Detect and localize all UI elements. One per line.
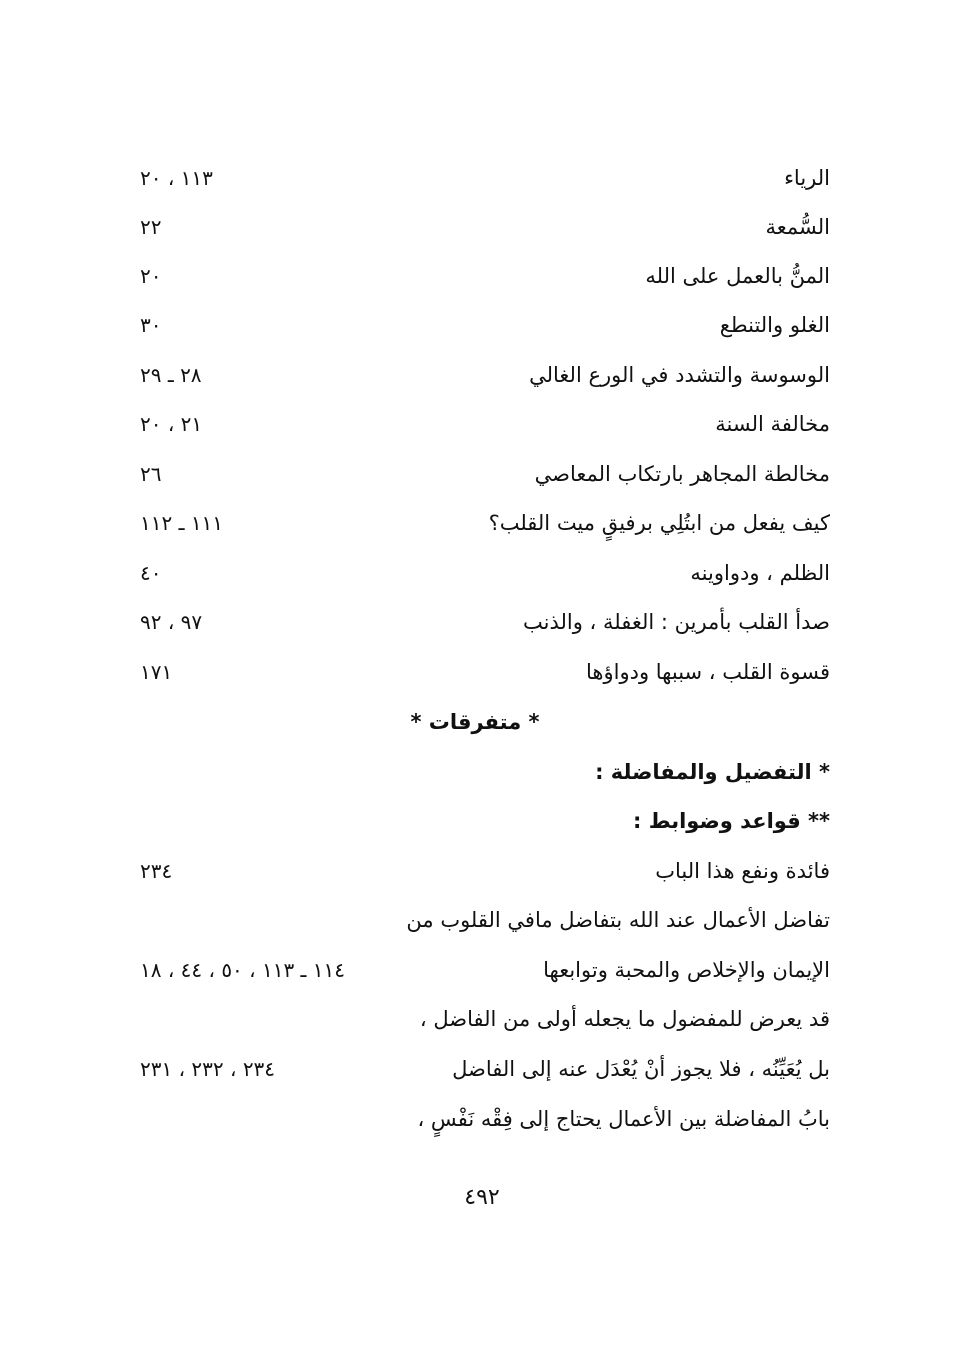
index-entry bbox=[120, 553, 830, 593]
entry-topic: كيف يفعل من ابتُلِي برفيقٍ ميت القلب؟ bbox=[488, 511, 830, 535]
section-heading: * متفرقات * bbox=[410, 710, 540, 734]
entry-topic: صدأ القلب بأمرين : الغفلة ، والذنب bbox=[523, 610, 830, 634]
entry-pages: ٤٠ bbox=[140, 561, 162, 585]
entry-pages: ٢٠ bbox=[140, 264, 162, 288]
entry-pages: ١١٣ ، ٢٠ bbox=[140, 166, 213, 190]
entry-pages: ١١١ ـ ١١٢ bbox=[140, 511, 224, 535]
entry-topic: الرياء bbox=[784, 166, 830, 190]
entry-topic: بل يُعَيِّنُه ، فلا يجوز أنْ يُعْدَل عنه إلى الفاضل bbox=[452, 1057, 830, 1081]
entry-pages: ٢٢ bbox=[140, 215, 162, 239]
entry-topic: بابُ المفاضلة بين الأعمال يحتاج إلى فِقْه نَفْسٍ ، bbox=[417, 1107, 830, 1131]
page-number: ٤٩٢ bbox=[464, 1185, 500, 1210]
subheading-preference: * التفضيل والمفاضلة : bbox=[595, 760, 830, 784]
subheading-rules: ** قواعد وضوابط : bbox=[633, 809, 830, 833]
index-entry bbox=[120, 950, 830, 990]
entry-pages: ٢٣٤ bbox=[140, 859, 173, 883]
index-entry bbox=[120, 454, 830, 494]
index-entry bbox=[120, 158, 830, 198]
entry-topic: مخالطة المجاهر بارتكاب المعاصي bbox=[534, 462, 830, 486]
index-entry bbox=[120, 355, 830, 395]
index-entry bbox=[120, 652, 830, 692]
entry-topic: مخالفة السنة bbox=[715, 412, 830, 436]
index-entry bbox=[120, 404, 830, 444]
entry-topic: فائدة ونفع هذا الباب bbox=[655, 859, 830, 883]
entry-pages: ٢٣٤ ، ٢٣٢ ، ٢٣١ bbox=[140, 1057, 276, 1081]
entry-pages: ١٧١ bbox=[140, 660, 173, 684]
entry-topic: قد يعرض للمفضول ما يجعله أولى من الفاضل ، bbox=[419, 1007, 830, 1031]
index-entry bbox=[120, 602, 830, 642]
index-entry bbox=[120, 1099, 830, 1139]
index-entry bbox=[120, 305, 830, 345]
entry-topic: السُّمعة bbox=[765, 215, 830, 239]
index-entry bbox=[120, 256, 830, 296]
entry-pages: ٩٧ ، ٩٢ bbox=[140, 610, 203, 634]
index-entry bbox=[120, 503, 830, 543]
index-entry bbox=[120, 851, 830, 891]
entry-pages: ٢١ ، ٢٠ bbox=[140, 412, 203, 436]
entry-topic: الغلو والتنطع bbox=[719, 313, 830, 337]
entry-topic: الوسوسة والتشدد في الورع الغالي bbox=[529, 363, 830, 387]
index-entry bbox=[120, 900, 830, 940]
entry-topic: الإيمان والإخلاص والمحبة وتوابعها bbox=[543, 958, 830, 982]
entry-topic: قسوة القلب ، سببها ودواؤها bbox=[586, 660, 830, 684]
index-entry bbox=[120, 207, 830, 247]
entry-pages: ٢٦ bbox=[140, 462, 162, 486]
entry-pages: ١١٤ ـ ١١٣ ، ٥٠ ، ٤٤ ، ١٨ bbox=[140, 958, 346, 982]
index-entry bbox=[120, 1049, 830, 1089]
entry-topic: المنُّ بالعمل على الله bbox=[645, 264, 830, 288]
entry-pages: ٢٨ ـ ٢٩ bbox=[140, 363, 202, 387]
entry-pages: ٣٠ bbox=[140, 313, 162, 337]
index-entry bbox=[120, 999, 830, 1039]
entry-topic: الظلم ، ودواوينه bbox=[690, 561, 830, 585]
entry-topic: تفاضل الأعمال عند الله بتفاضل مافي القلوب من bbox=[406, 908, 830, 932]
